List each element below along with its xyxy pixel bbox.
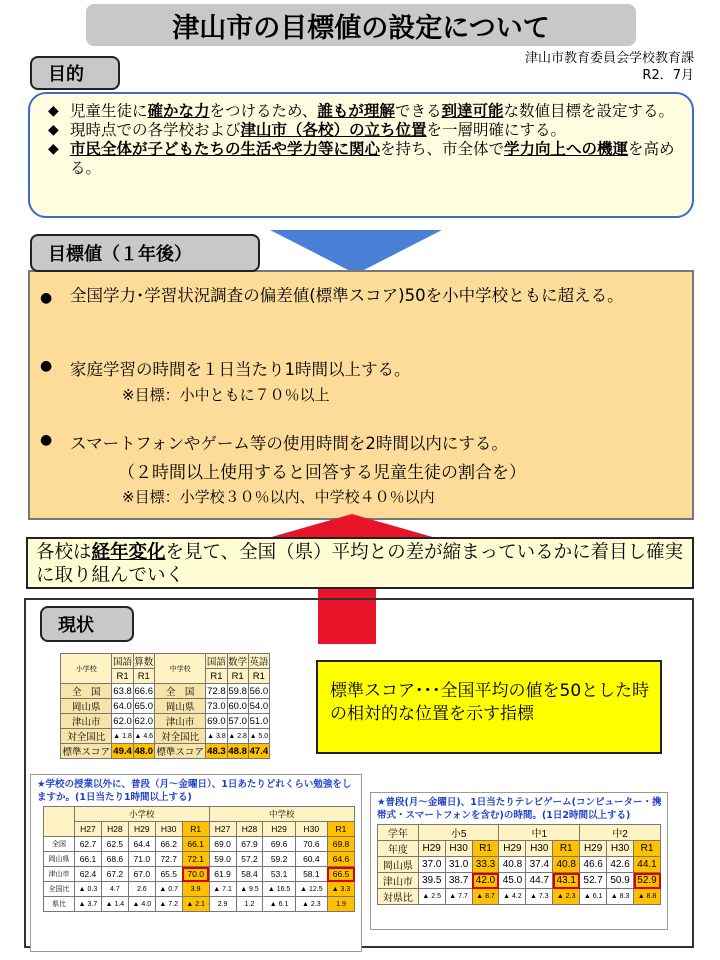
emphasis-text: 到達可能	[441, 102, 504, 120]
table-cell: 69.8	[327, 837, 354, 852]
table-group-header: 小5	[418, 825, 499, 841]
table-cell: ▲ 16.5	[263, 882, 295, 897]
table-header: H29	[580, 841, 607, 857]
table-cell: 47.4	[249, 745, 269, 757]
table-cell: 37.4	[526, 857, 553, 873]
table-cell: 67.9	[236, 837, 263, 852]
table-cell: 70.6	[295, 837, 327, 852]
table-cell: 37.0	[418, 857, 445, 873]
text-run: 各校は	[36, 542, 92, 563]
table-cell: 1.2	[236, 897, 263, 912]
table-cell: 64.4	[128, 837, 155, 852]
bullet-icon: ●	[40, 358, 53, 374]
table-header: H30	[607, 841, 634, 857]
table-cell: 43.1	[553, 873, 580, 889]
game-panel	[370, 792, 668, 930]
table-header: 数学	[227, 654, 248, 669]
table-header: R1	[182, 822, 209, 837]
target-note-2: ※目標：小中ともに７０％以上	[122, 386, 330, 404]
table-header: R1	[112, 669, 133, 684]
table-cell: 39.5	[418, 873, 445, 889]
table-header: R1	[634, 841, 661, 857]
table-cell: 66.1	[75, 852, 102, 867]
table-cell: 2.9	[209, 897, 236, 912]
table-header: H30	[155, 822, 182, 837]
table-cell: 65.0	[134, 700, 154, 712]
table-cell: ▲ 2.5	[418, 889, 445, 905]
text-run: 現時点での各学校および	[70, 121, 241, 139]
table-cell: 40.8	[553, 857, 580, 873]
row-label: 岡山県	[154, 699, 205, 714]
table-cell: 61.9	[209, 867, 236, 882]
row-label: 全 国	[61, 684, 112, 699]
row-label: 岡山県	[61, 699, 112, 714]
org-info	[525, 50, 694, 84]
table-row	[378, 889, 661, 905]
down-arrow-icon	[270, 230, 442, 274]
table-cell: 62.0	[134, 715, 154, 727]
table-cell: 48.0	[134, 745, 154, 757]
purpose-item	[48, 102, 676, 121]
table-cell: 42.0	[472, 873, 499, 889]
text-run: を持ち、市全体で	[380, 140, 505, 158]
emphasis-text: 経年変化	[91, 542, 166, 563]
table-cell: 69.0	[207, 715, 226, 727]
table-cell: ▲ 7.3	[526, 889, 553, 905]
emphasis-text: 誰もが理解	[317, 102, 395, 120]
text-run: をつけるため、	[209, 102, 318, 120]
table-cell: ▲ 2.1	[182, 897, 209, 912]
row-label: 岡山県	[378, 857, 419, 873]
table-cell: 52.9	[634, 873, 661, 889]
table-cell: 1.9	[327, 897, 354, 912]
table-cell: 72.1	[182, 852, 209, 867]
table-cell: 42.6	[607, 857, 634, 873]
table-cell: ▲ 3.8	[206, 729, 227, 744]
focus-note	[26, 537, 694, 589]
row-label: 津山市	[44, 867, 75, 882]
table-cell: 67.0	[128, 867, 155, 882]
text-run: な数値目標を設定する。	[503, 102, 674, 120]
table-cell: 72.8	[207, 685, 226, 697]
table-cell: 60.4	[295, 852, 327, 867]
table-cell: ▲ 4.2	[499, 889, 526, 905]
table-cell: ▲ 0.3	[75, 882, 102, 897]
text-run: を見て、全国（県）平均との差が縮まっているかに着目し確実に取り組んでいく	[36, 542, 684, 586]
text-run: できる	[394, 102, 442, 120]
table-header: H28	[236, 822, 263, 837]
table-cell: ▲ 5.0	[248, 729, 269, 744]
table-cell: ▲ 1.8	[112, 729, 133, 744]
score-definition: 標準スコア･･･全国平均の値を50とした時の相対的な位置を示す指標	[316, 660, 662, 754]
table-cell: ▲ 3.7	[75, 897, 102, 912]
table-cell: 48.3	[207, 745, 226, 757]
diamond-icon: ◆	[48, 122, 59, 138]
table-header: H29	[418, 841, 445, 857]
emphasis-text: 市民全体が子どもたちの生活や学力等に関心	[70, 140, 381, 158]
table-cell: 72.7	[155, 852, 182, 867]
table-cell: 4.7	[101, 882, 128, 897]
targets-tab: 目標値（１年後）	[30, 234, 260, 272]
table-cell: ▲ 3.3	[327, 882, 354, 897]
table-cell: ▲ 2.8	[227, 729, 248, 744]
text-run: を一層明確にする。	[426, 121, 567, 139]
table-header: R1	[206, 669, 227, 684]
game-table	[377, 824, 661, 905]
table-cell: 65.5	[155, 867, 182, 882]
table-header: 国語	[206, 654, 227, 669]
table-row	[61, 729, 270, 744]
score-table	[60, 653, 270, 759]
purpose-text	[70, 140, 676, 178]
table-cell: 67.2	[101, 867, 128, 882]
table-header: R1	[133, 669, 154, 684]
study-table	[43, 806, 355, 912]
table-row	[61, 744, 270, 759]
table-cell: 69.6	[263, 837, 295, 852]
targets-box	[28, 270, 694, 520]
row-label: 標準スコア	[154, 744, 205, 759]
diamond-icon: ◆	[48, 141, 59, 157]
table-cell: ▲ 8.3	[607, 889, 634, 905]
text-run: を高める。	[70, 140, 675, 177]
row-label: 岡山県	[44, 852, 75, 867]
table-row	[61, 699, 270, 714]
table-cell: 33.3	[472, 857, 499, 873]
row-label: 津山市	[154, 714, 205, 729]
table-cell: 48.8	[228, 745, 247, 757]
table-cell: 63.8	[113, 685, 132, 697]
table-cell: 50.9	[607, 873, 634, 889]
table-cell: 40.8	[499, 857, 526, 873]
target-note-3: ※目標：小学校３０％以内、中学校４０％以内	[122, 488, 435, 506]
study-panel	[30, 774, 362, 952]
table-row	[44, 897, 355, 912]
table-header: H30	[445, 841, 472, 857]
table-header: 国語	[112, 654, 133, 669]
table-cell: 71.0	[128, 852, 155, 867]
table-cell: 58.1	[295, 867, 327, 882]
table-corner	[44, 807, 75, 837]
table-cell: 68.6	[101, 852, 128, 867]
row-label: 全 国	[154, 684, 205, 699]
table-header: H29	[499, 841, 526, 857]
text-run: 児童生徒に	[70, 102, 148, 120]
table-cell: 60.0	[228, 700, 247, 712]
table-header: H30	[526, 841, 553, 857]
table-cell: 46.6	[580, 857, 607, 873]
table-cell: 64.0	[113, 700, 132, 712]
target-sub-3: （２時間以上使用すると回答する児童生徒の割合を）	[118, 463, 526, 483]
emphasis-text: 確かな力	[147, 102, 210, 120]
table-cell: 62.0	[113, 715, 132, 727]
purpose-box	[28, 92, 694, 218]
table-cell: 44.7	[526, 873, 553, 889]
table-group-header: 中1	[499, 825, 580, 841]
status-tab: 現状	[40, 606, 134, 642]
table-cell: 38.7	[445, 873, 472, 889]
table-cell: ▲ 2.3	[553, 889, 580, 905]
table-cell: ▲ 9.5	[236, 882, 263, 897]
table-header: R1	[248, 669, 269, 684]
bullet-icon: ●	[40, 432, 53, 448]
row-label: 全国	[44, 837, 75, 852]
table-cell: ▲ 4.6	[133, 729, 154, 744]
target-item-3: ● スマートフォンやゲーム等の使用時間を2時間以内にする。	[40, 432, 508, 453]
table-cell: 66.5	[327, 867, 354, 882]
table-cell: 62.4	[75, 867, 102, 882]
table-cell: 64.6	[327, 852, 354, 867]
table-cell: ▲ 7.2	[155, 897, 182, 912]
table-cell: 57.2	[236, 852, 263, 867]
table-cell: 73.0	[207, 700, 226, 712]
table-cell: 69.0	[209, 837, 236, 852]
table-cell: 45.0	[499, 873, 526, 889]
table-cell: 52.7	[580, 873, 607, 889]
table-cell: ▲ 0.7	[155, 882, 182, 897]
bullet-icon: ●	[40, 290, 53, 306]
table-header: 年度	[378, 841, 419, 857]
purpose-tab: 目的	[30, 56, 120, 90]
table-cell: 62.7	[75, 837, 102, 852]
table-cell: ▲ 8.8	[634, 889, 661, 905]
table-row	[378, 857, 661, 873]
row-label: 対県比	[378, 889, 419, 905]
table-cell: ▲ 6.1	[580, 889, 607, 905]
row-label: 津山市	[378, 873, 419, 889]
table-header: 英語	[248, 654, 269, 669]
target-item-1: ● 全国学力･学習状況調査の偏差値(標準スコア)50を小中学校ともに超える。	[40, 284, 680, 310]
table-cell: ▲ 1.4	[101, 897, 128, 912]
table-cell: 49.4	[113, 745, 132, 757]
up-arrow-icon	[268, 514, 436, 538]
row-label: 対全国比	[61, 729, 112, 744]
table-group-header: 中学校	[209, 807, 354, 822]
table-header: 算数	[133, 654, 154, 669]
table-row	[44, 867, 355, 882]
org-date: R2．7月	[642, 68, 694, 83]
table-cell: 59.0	[209, 852, 236, 867]
table-cell: 2.6	[128, 882, 155, 897]
table-header: H28	[101, 822, 128, 837]
table-row	[44, 882, 355, 897]
table-header: H29	[263, 822, 295, 837]
target-item-2: ● 家庭学習の時間を１日当たり1時間以上する。	[40, 358, 411, 379]
table-header: R1	[472, 841, 499, 857]
table-cell: ▲ 6.1	[263, 897, 295, 912]
table-cell: ▲ 4.0	[128, 897, 155, 912]
table-row	[61, 714, 270, 729]
table-cell: 58.4	[236, 867, 263, 882]
emphasis-text: 津山市（各校）の立ち位置	[240, 121, 427, 139]
purpose-text	[70, 102, 674, 121]
row-label: 津山市	[61, 714, 112, 729]
table-cell: 57.0	[228, 715, 247, 727]
emphasis-text: 学力向上への機運	[504, 140, 629, 158]
table-header: H29	[128, 822, 155, 837]
table-header: R1	[227, 669, 248, 684]
row-label: 全国比	[44, 882, 75, 897]
table-cell: 66.1	[182, 837, 209, 852]
table-header: H30	[295, 822, 327, 837]
table-cell: 51.0	[249, 715, 269, 727]
table-header: H27	[75, 822, 102, 837]
table-cell: 70.0	[182, 867, 209, 882]
table-group-header: 小学校	[75, 807, 210, 822]
table-cell: ▲ 7.1	[209, 882, 236, 897]
table-cell: 59.2	[263, 852, 295, 867]
table-row	[61, 684, 270, 699]
table-cell: 66.2	[155, 837, 182, 852]
page-title: 津山市の目標値の設定について	[86, 4, 636, 46]
table-header: R1	[327, 822, 354, 837]
table-header: R1	[553, 841, 580, 857]
table-header: H27	[209, 822, 236, 837]
diamond-icon: ◆	[48, 103, 59, 119]
table-cell: 54.0	[249, 700, 269, 712]
game-caption: ★普段(月～金曜日)、1日当たりテレビゲーム(コンピューター・携帯式・スマートフォンを含む)の時間。(1日2時間以上する)	[377, 797, 662, 821]
table-row	[44, 837, 355, 852]
table-cell: 3.9	[182, 882, 209, 897]
table-cell: ▲ 7.7	[445, 889, 472, 905]
purpose-item	[48, 140, 676, 178]
table-cell: ▲ 8.7	[472, 889, 499, 905]
table-header: 中学校	[154, 654, 205, 684]
org-name: 津山市教育委員会学校教育課	[524, 51, 694, 66]
row-label: 対全国比	[154, 729, 205, 744]
table-header: 小学校	[61, 654, 112, 684]
purpose-item	[48, 121, 676, 140]
study-caption: ★学校の授業以外に、普段（月～金曜日）、1日あたりどれくらい勉強をしますか。(1日当たり1時間以上する)	[37, 779, 352, 803]
table-row	[378, 873, 661, 889]
table-cell: 62.5	[101, 837, 128, 852]
table-cell: 56.0	[249, 685, 269, 697]
table-cell: ▲ 12.5	[295, 882, 327, 897]
table-cell: 59.8	[228, 685, 247, 697]
table-cell: 53.1	[263, 867, 295, 882]
row-label: 県比	[44, 897, 75, 912]
table-row	[44, 852, 355, 867]
table-cell: ▲ 2.3	[295, 897, 327, 912]
table-cell: 66.6	[134, 685, 154, 697]
table-group-header: 中2	[580, 825, 661, 841]
table-cell: 31.0	[445, 857, 472, 873]
purpose-text	[70, 121, 566, 140]
table-cell: 44.1	[634, 857, 661, 873]
table-header: 学年	[378, 825, 419, 841]
row-label: 標準スコア	[61, 744, 112, 759]
